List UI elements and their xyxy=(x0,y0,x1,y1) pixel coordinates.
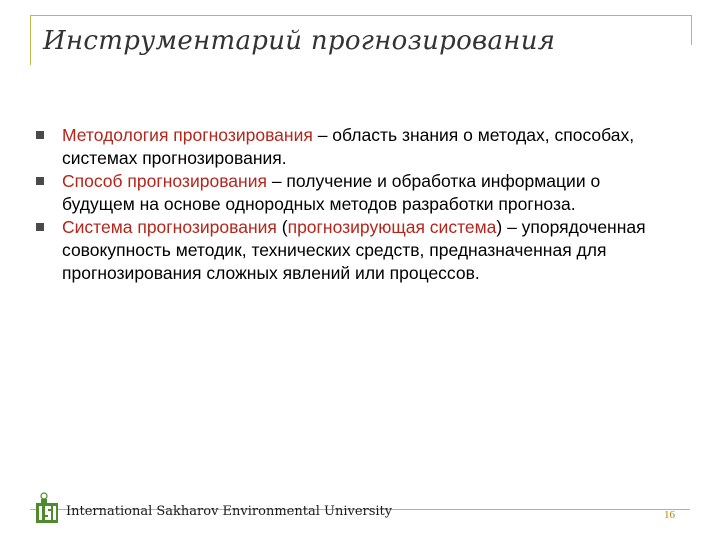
isu-logo-icon xyxy=(35,492,59,524)
square-bullet-icon xyxy=(36,223,44,231)
page-number: 16 xyxy=(664,509,675,521)
bullet-definition: ) – упорядоченная совокупность методик, технических средств, предназначенная для прогнозирования сложных явлений или процессов. xyxy=(62,217,646,283)
title-frame-right-border xyxy=(691,15,692,45)
title-frame-left-border xyxy=(30,15,31,65)
bullet-item-system xyxy=(36,216,676,285)
title-frame-top-border xyxy=(30,15,692,16)
bullet-term: Способ прогнозирования xyxy=(62,171,267,191)
bullet-term-alias: прогнозирующая система xyxy=(287,217,497,237)
bullet-term: Система прогнозирования xyxy=(62,217,277,237)
bullet-term: Методология прогнозирования xyxy=(62,125,313,145)
square-bullet-icon xyxy=(36,131,44,139)
bullet-definition: – область знания о методах, способах, системах прогнозирования. xyxy=(62,125,635,168)
bullet-list xyxy=(36,124,676,285)
bullet-item-methodology xyxy=(36,124,676,170)
bullet-paren-open: ( xyxy=(276,217,288,237)
square-bullet-icon xyxy=(36,177,44,185)
university-name: International Sakharov Environmental University xyxy=(66,504,393,519)
bullet-definition: – получение и обработка информации о будущем на основе однородных методов разработки прогноза. xyxy=(62,171,601,214)
bullet-item-method xyxy=(36,170,676,216)
slide-title: Инструментарий прогнозирования xyxy=(43,26,556,56)
